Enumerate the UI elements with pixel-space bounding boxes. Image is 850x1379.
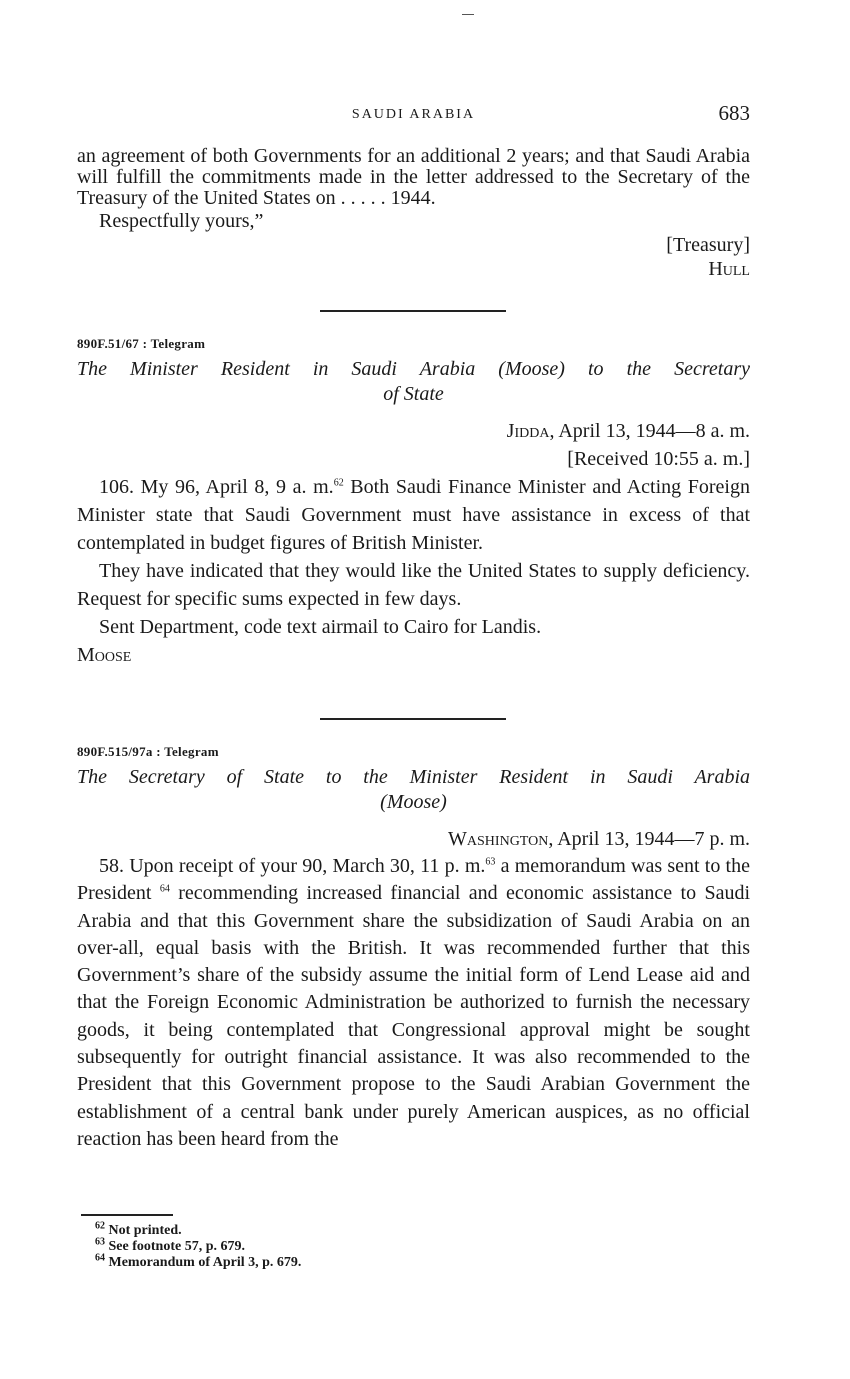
footnote [95,1220,750,1239]
running-head-title: SAUDI ARABIA [351,107,476,122]
page-number: 683 [718,101,750,125]
document-2 [77,744,750,1153]
top-mark [462,14,474,15]
footnote-text: See footnote 57, p. 679. [108,1239,245,1254]
footnote-ref-63: 63 [485,856,496,868]
paragraph-1 [77,853,750,1153]
place: Jidda [506,420,550,442]
file-reference: 890F.515/97a : Telegram [77,744,219,759]
footnote-mark: 64 [95,1252,105,1264]
footnote-text: Memorandum of April 3, p. 679. [108,1255,302,1270]
section-divider [320,718,506,720]
paragraph-1-rest: recommending increased financial and economic assistance to Saudi Arabia and that this Government share the subsidization of Saudi Arabia on an over-all, equal basis with the British. It was recommended further that this Government’s share of the subsidy assume the initial form of Lend Lease aid and that the Foreign Economic Administration be authorized to furnish the necessary goods, it being contemplated that Congressional approval might be sought subsequently for outright financial assistance. It was also recommended to the President that this Government propose to the Saudi Arabian Government the establishment of a central bank under purely American auspices, as no official reaction has been heard from the [77,882,751,1150]
opening-closing: Respectfully yours,” [99,210,264,232]
paragraph-2: They have indicated that they would like the United States to supply deficiency. Request for specific sums expected in few days. [77,560,750,610]
heading-line-2: of State [383,383,444,405]
footnote-text: Not printed. [108,1223,182,1238]
paragraph-1 [77,473,750,557]
footnote [95,1252,750,1271]
section-divider [320,310,506,312]
opening-paragraph: an agreement of both Governments for an additional 2 years; and that Saudi Arabia will fulfill the commitments made in the letter addressed to the Secretary of the Treasury of the United States on . . . . . 1944. [77,145,750,209]
heading-line-2: (Moose) [380,791,447,813]
document-1 [77,336,750,669]
document-heading [77,357,750,407]
opening-signature: Hull [708,258,750,280]
footnotes [77,1214,750,1271]
paragraph-3: Sent Department, code text airmail to Cairo for Landis. [99,616,542,638]
dateline [77,825,750,853]
paragraph-1-lead: 106. My 96, April 8, 9 a. m. [99,476,334,498]
paragraph-1-middle: a memorandum was sent to the President [77,855,750,905]
footnote-mark: 63 [95,1236,105,1248]
footnote-ref-64: 64 [159,883,170,895]
date: , April 13, 1944—8 a. m. [549,420,750,442]
footnote-ref-62: 62 [333,477,344,489]
heading-line-1: The Minister Resident in Saudi Arabia (Moose) to the Secretary [77,358,750,380]
document-heading [77,765,750,815]
signature: Moose [77,644,132,666]
heading-line-1: The Secretary of State to the Minister Resident in Saudi Arabia [77,766,750,788]
received-line: [Received 10:55 a. m.] [567,448,750,470]
footnote [95,1236,750,1255]
footnote-mark: 62 [95,1220,105,1232]
running-head [77,101,750,127]
opening-section [77,146,750,280]
date: , April 13, 1944—7 p. m. [548,828,750,850]
dateline [77,417,750,445]
place: Washington [448,828,549,850]
footnote-rule [81,1214,173,1216]
paragraph-1-lead: 58. Upon receipt of your 90, March 30, 11 p. m. [99,855,486,877]
file-reference: 890F.51/67 : Telegram [77,336,206,351]
paragraph-1-rest: Both Saudi Finance Minister and Acting Foreign Minister state that Saudi Government must have assistance in excess of that contemplated in budget figures of British Minister. [77,476,750,554]
opening-org: [Treasury] [666,234,750,256]
